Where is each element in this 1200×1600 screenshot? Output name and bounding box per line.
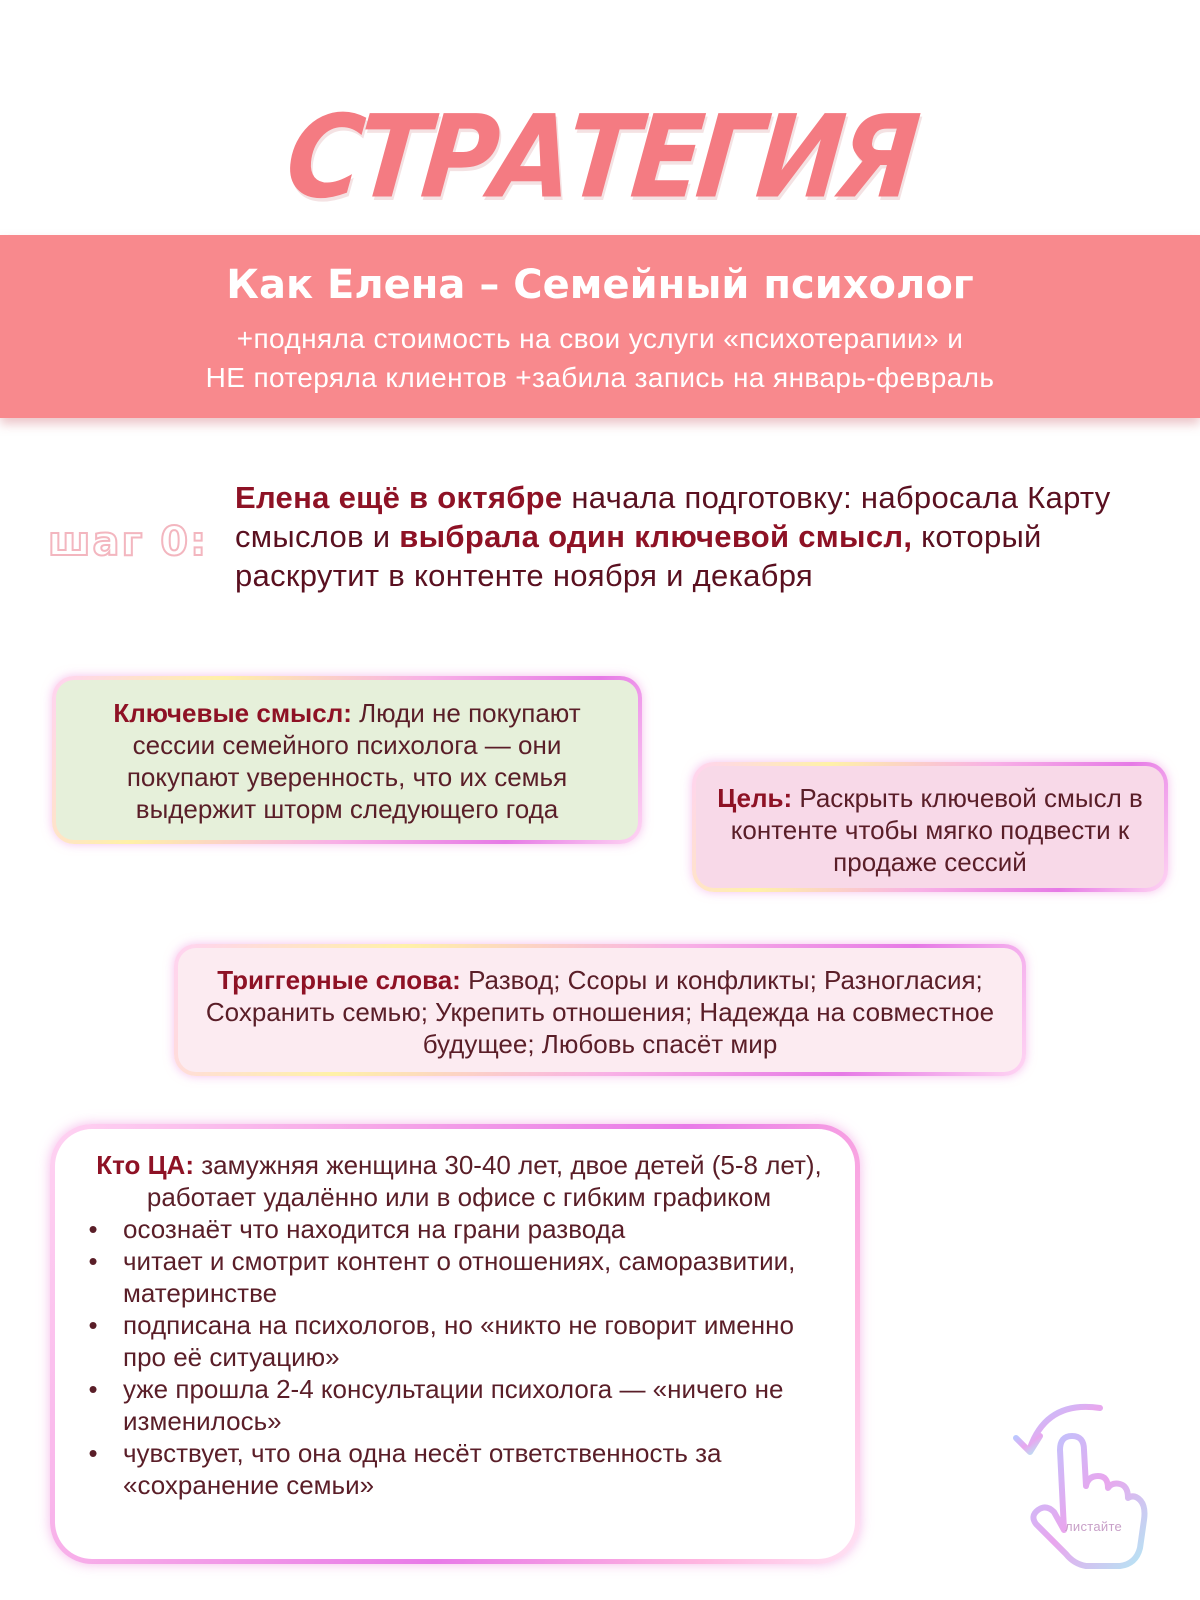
banner-subtitle-line1: +подняла стоимость на свои услуги «психотерапии» и (236, 323, 964, 354)
list-item-text: чувствует, что она одна несёт ответственность за «сохранение семьи» (123, 1438, 722, 1500)
banner-subtitle-line2: НЕ потеряла клиентов +забила запись на январь-февраль (205, 362, 995, 393)
header-banner (0, 235, 1200, 418)
banner-subtitle (0, 319, 1200, 397)
list-item (83, 1309, 827, 1373)
key-meaning-text: Люди не покупают сессии семейного психолога — они покупают уверенность, что их семья выдержит шторм следующего года (126, 698, 581, 824)
list-item (83, 1245, 827, 1309)
step-bold-2: выбрала один ключевой смысл, (399, 519, 913, 554)
page-title: СТРАТЕГИЯ (280, 89, 920, 225)
step-description (235, 478, 1185, 595)
target-audience-card (50, 1124, 860, 1564)
bullet-icon: • (88, 1214, 98, 1244)
list-item-text: читает и смотрит контент о отношениях, саморазвитии, материнстве (123, 1246, 796, 1308)
banner-title: Как Елена – Семейный психолог (226, 262, 974, 308)
goal-label: Цель: (717, 783, 793, 813)
step-label: шаг 0: (48, 519, 209, 565)
target-audience-intro (91, 1149, 827, 1213)
trigger-words-card (174, 944, 1026, 1076)
key-meaning-label: Ключевые смысл: (113, 698, 352, 728)
trigger-words-text: Развод; Ссоры и конфликты; Разногласия; Сохранить семью; Укрепить отношения; Надежда на совместное будущее; Любовь спасёт мир (205, 965, 995, 1059)
list-item (83, 1213, 827, 1245)
goal-text: Раскрыть ключевой смысл в контенте чтобы мягко подвести к продаже сессий (730, 783, 1143, 877)
swipe-label: листайте (1065, 1519, 1123, 1534)
target-audience-text: замужняя женщина 30-40 лет, двое детей (5-8 лет), работает удалённо или в офисе с гибким графиком (146, 1150, 822, 1212)
list-item-text: уже прошла 2-4 консультации психолога — «ничего не изменилось» (123, 1374, 784, 1436)
bullet-icon: • (88, 1310, 98, 1340)
step-bold-1: Елена ещё в октябре (235, 480, 563, 515)
step-text-1: начала подготовку: набросала Карту смыслов и (235, 480, 1111, 554)
key-meaning-card (52, 676, 642, 844)
target-audience-label: Кто ЦА: (96, 1150, 194, 1180)
list-item (83, 1373, 827, 1437)
bullet-icon: • (88, 1246, 98, 1276)
swipe-hand-icon[interactable] (1002, 1390, 1152, 1570)
target-audience-list (83, 1213, 827, 1501)
list-item-text: подписана на психологов, но «никто не говорит именно про её ситуацию» (123, 1310, 794, 1372)
list-item-text: осознаёт что находится на грани развода (123, 1214, 626, 1244)
list-item (83, 1437, 827, 1501)
bullet-icon: • (88, 1374, 98, 1404)
step-text-2: который раскрутит в контенте ноября и декабря (235, 519, 1042, 593)
goal-card (692, 762, 1168, 892)
bullet-icon: • (88, 1438, 98, 1468)
trigger-words-label: Триггерные слова: (217, 965, 461, 995)
